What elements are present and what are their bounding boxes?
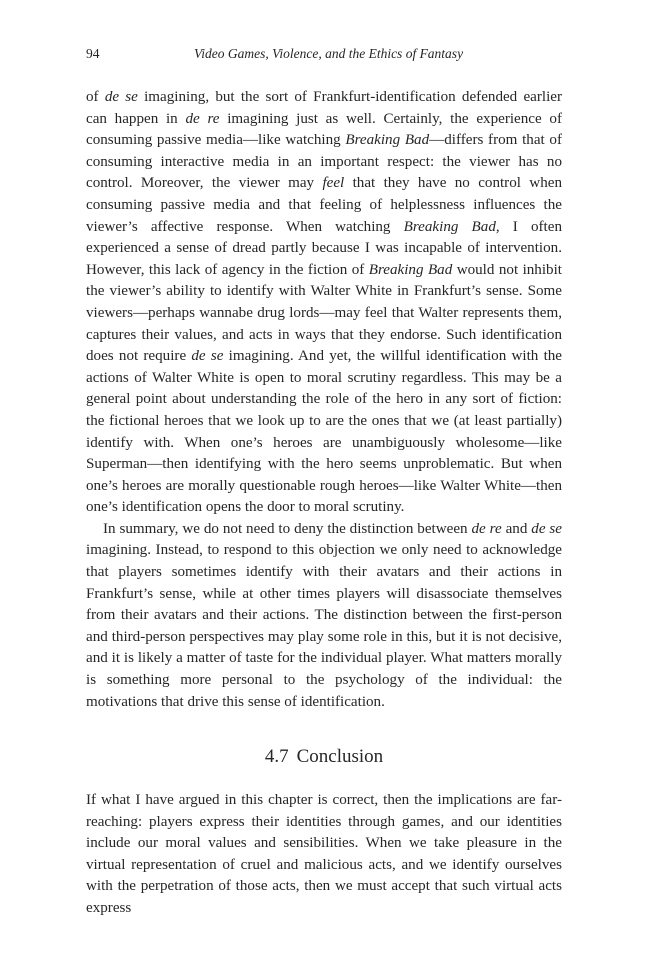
paragraph-2	[86, 519, 562, 713]
text-run: imagining just as well. Certainly, the experience of consuming passive media—like watching	[86, 110, 562, 149]
italic-title: Breaking Bad	[368, 261, 453, 278]
italic-term: de se	[191, 348, 224, 365]
text-run: of	[86, 89, 105, 105]
text-run: In summary, we do not need to deny the distinction between	[103, 520, 472, 537]
text-run: that they have no control when consuming passive media and that feeling of helplessness influences the viewer’s affective response. When watching	[86, 175, 562, 235]
italic-emphasis: feel	[322, 175, 345, 192]
italic-term: de se	[531, 520, 563, 537]
italic-term: de se	[104, 89, 138, 105]
running-head: Video Games, Violence, and the Ethics of Fantasy	[194, 46, 464, 61]
italic-title: Breaking Bad	[403, 218, 496, 235]
text-run: and	[501, 520, 532, 537]
text-run: imagining. And yet, the willful identification with the actions of Walter White is open to moral scrutiny regardless. This may be a general point about understanding the role of the hero in any sort of fiction: the fictional heroes that we look up to are the ones that we (at least partially) identify with. When one’s heroes are unambiguously wholesome—like Superman—then identifying with the hero seems unproblematic. But when one’s heroes are morally questionable rough heroes—like Walter White—then one’s identification opens the door to moral scrutiny.	[86, 348, 563, 516]
italic-term: de re	[185, 110, 220, 127]
text-run: would not inhibit the viewer’s ability to identify with Walter White in Frankfurt’s sense. Some viewers—perhaps wannabe drug lords—may feel that Walter represents them, captures their values, and acts in ways that they endorse. Such identification does not require	[86, 261, 562, 365]
italic-title: Breaking Bad	[345, 132, 430, 149]
page-number: 94	[86, 46, 100, 61]
section-heading	[86, 743, 562, 771]
text-run: imagining. Instead, to respond to this objection we only need to acknowledge that players sometimes identify with their avatars and their actions in Frankfurt’s sense, while at other times players will disassociate themselves from their avatars and their actions. The distinction between the first-person and third-person perspectives may play some role in this, but it is not decisive, and it is likely a matter of taste for the individual player. What matters morally is something more personal to the psychology of the individual: the motivations that drive this sense of identification.	[86, 542, 562, 710]
body-text	[86, 87, 562, 713]
section-title: Conclusion	[296, 746, 384, 767]
conclusion-text	[86, 790, 562, 920]
paragraph-1	[86, 87, 562, 519]
text-run: —differs from that of consuming interactive media in an important respect: the viewer has no control. Moreover, the viewer may	[86, 132, 562, 192]
text-run: , I often experienced a sense of dread partly because I was incapable of intervention. However, this lack of agency in the fiction of	[86, 218, 562, 278]
text-run: imagining, but the sort of Frankfurt-identification defended earlier can happen in	[86, 89, 563, 127]
paragraph-3: If what I have argued in this chapter is correct, then the implications are far-reaching: players express their identities through games, and our identities include our moral values and sensibilities. When we take pleasure in the virtual representation of cruel and malicious acts, and we identify ourselves with the perpetration of those acts, then we must accept that such virtual acts express	[86, 792, 562, 916]
page-header	[86, 43, 562, 65]
section-number: 4.7	[264, 746, 289, 767]
italic-term: de re	[471, 520, 502, 537]
